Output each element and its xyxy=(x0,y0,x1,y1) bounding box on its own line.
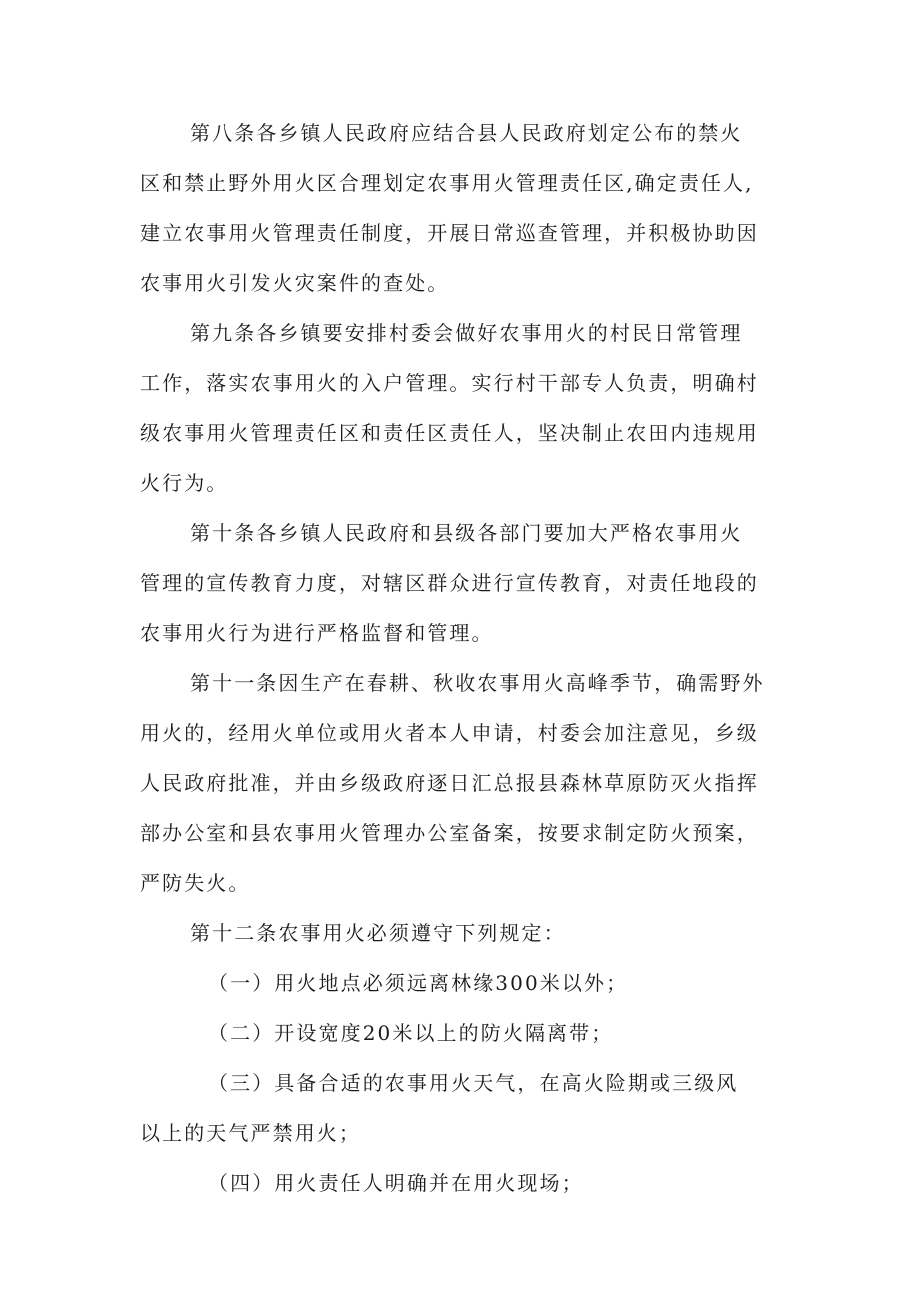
article-11-line-1: 第十一条因生产在春耕、秋收农事用火高峰季节，确需野外 xyxy=(190,671,765,695)
article-9-line-4: 火行为。 xyxy=(140,471,229,495)
article-10-line-1: 第十条各乡镇人民政府和县级各部门要加大严格农事用火 xyxy=(190,521,743,545)
article-8-line-4: 农事用火引发火灾案件的查处。 xyxy=(140,271,450,295)
article-9-line-2: 工作，落实农事用火的入户管理。实行村干部专人负责，明确村 xyxy=(140,371,759,395)
article-9-line-3: 级农事用火管理责任区和责任区责任人，坚决制止农田内违规用 xyxy=(140,421,759,445)
article-8-line-2: 区和禁止野外用火区合理划定农事用火管理责任区,确定责任人, xyxy=(140,171,754,195)
article-10-line-2: 管理的宣传教育力度，对辖区群众进行宣传教育，对责任地段的 xyxy=(140,571,759,595)
article-12-heading: 第十二条农事用火必须遵守下列规定： xyxy=(190,921,566,945)
article-10-line-3: 农事用火行为进行严格监督和管理。 xyxy=(140,621,494,645)
rule-item-1: （一）用火地点必须远离林缘300米以外； xyxy=(208,971,629,995)
rule-item-3-line-1: （三）具备合适的农事用火天气，在高火险期或三级风 xyxy=(208,1071,739,1095)
article-8-line-1: 第八条各乡镇人民政府应结合县人民政府划定公布的禁火 xyxy=(190,121,743,145)
rule-item-3-line-2: 以上的天气严禁用火； xyxy=(140,1121,361,1145)
article-9-line-1: 第九条各乡镇要安排村委会做好农事用火的村民日常管理 xyxy=(190,321,743,345)
article-11-line-2: 用火的，经用火单位或用火者本人申请，村委会加注意见，乡级 xyxy=(140,721,759,745)
article-11-line-3: 人民政府批准，并由乡级政府逐日汇总报县森林草原防灭火指挥 xyxy=(140,771,759,795)
article-8-line-3: 建立农事用火管理责任制度，开展日常巡查管理，并积极协助因 xyxy=(140,221,759,245)
rule-item-2: （二）开设宽度20米以上的防火隔离带； xyxy=(208,1021,614,1045)
article-11-line-5: 严防失火。 xyxy=(140,871,251,895)
rule-item-4: （四）用火责任人明确并在用火现场； xyxy=(208,1171,584,1195)
article-11-line-4: 部办公室和县农事用火管理办公室备案，按要求制定防火预案， xyxy=(140,821,759,845)
